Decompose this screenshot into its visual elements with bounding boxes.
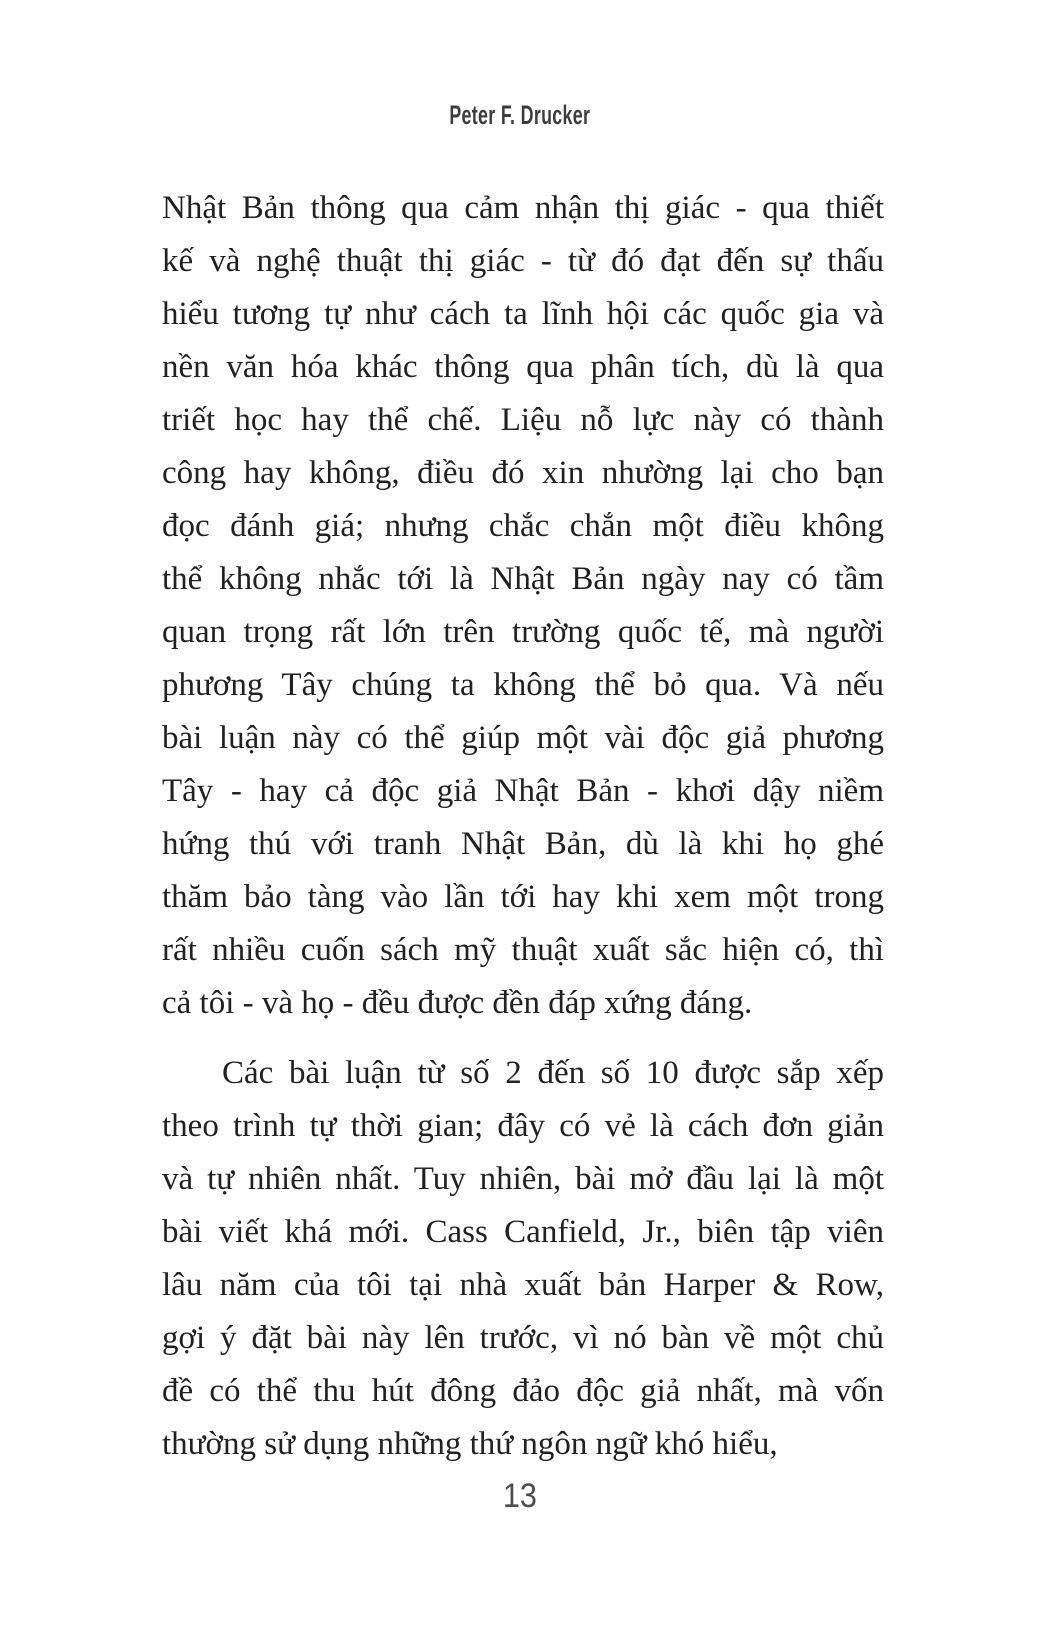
text-line: Các bài luận từ số 2 đến số 10 được sắp xếp: [222, 1055, 884, 1091]
text-block: [162, 182, 884, 1471]
running-header: [0, 98, 1040, 132]
text-line: công hay không, điều đó xin nhường lại cho bạn: [162, 455, 884, 491]
text-line: triết học hay thể chế. Liệu nỗ lực này có thành: [162, 402, 884, 438]
text-line: hứng thú với tranh Nhật Bản, dù là khi họ ghé: [162, 826, 884, 862]
paragraph: [162, 1047, 884, 1471]
text-line: và tự nhiên nhất. Tuy nhiên, bài mở đầu lại là một: [162, 1161, 884, 1197]
paragraph: [162, 182, 884, 1030]
text-line: đọc đánh giá; nhưng chắc chắn một điều không: [162, 508, 884, 544]
text-line: bài luận này có thể giúp một vài độc giả phương: [162, 720, 884, 756]
text-line: rất nhiều cuốn sách mỹ thuật xuất sắc hiện có, thì: [162, 932, 884, 968]
text-line: phương Tây chúng ta không thể bỏ qua. Và nếu: [162, 667, 884, 703]
text-line: lâu năm của tôi tại nhà xuất bản Harper & Row,: [162, 1267, 884, 1303]
text-line: hiểu tương tự như cách ta lĩnh hội các quốc gia và: [162, 296, 884, 332]
text-line: bài viết khá mới. Cass Canfield, Jr., biên tập viên: [162, 1214, 884, 1250]
text-line: thăm bảo tàng vào lần tới hay khi xem một trong: [162, 879, 884, 915]
text-line: quan trọng rất lớn trên trường quốc tế, mà người: [162, 614, 884, 650]
page-footer: [0, 1478, 1040, 1514]
running-header-author: Peter F. Drucker: [449, 100, 591, 130]
text-line: kế và nghệ thuật thị giác - từ đó đạt đến sự thấu: [162, 243, 884, 279]
text-line: thường sử dụng những thứ ngôn ngữ khó hiểu,: [162, 1426, 778, 1462]
text-line: thể không nhắc tới là Nhật Bản ngày nay có tầm: [162, 561, 884, 597]
text-line: nền văn hóa khác thông qua phân tích, dù là qua: [162, 349, 884, 385]
text-line: đề có thể thu hút đông đảo độc giả nhất, mà vốn: [162, 1373, 884, 1409]
text-line: theo trình tự thời gian; đây có vẻ là cách đơn giản: [162, 1108, 884, 1144]
text-line: Tây - hay cả độc giả Nhật Bản - khơi dậy niềm: [162, 773, 884, 809]
text-line: cả tôi - và họ - đều được đền đáp xứng đáng.: [162, 985, 753, 1021]
text-line: Nhật Bản thông qua cảm nhận thị giác - qua thiết: [162, 190, 884, 226]
text-line: gợi ý đặt bài này lên trước, vì nó bàn về một chủ: [162, 1320, 884, 1356]
page-number: 13: [502, 1477, 538, 1515]
